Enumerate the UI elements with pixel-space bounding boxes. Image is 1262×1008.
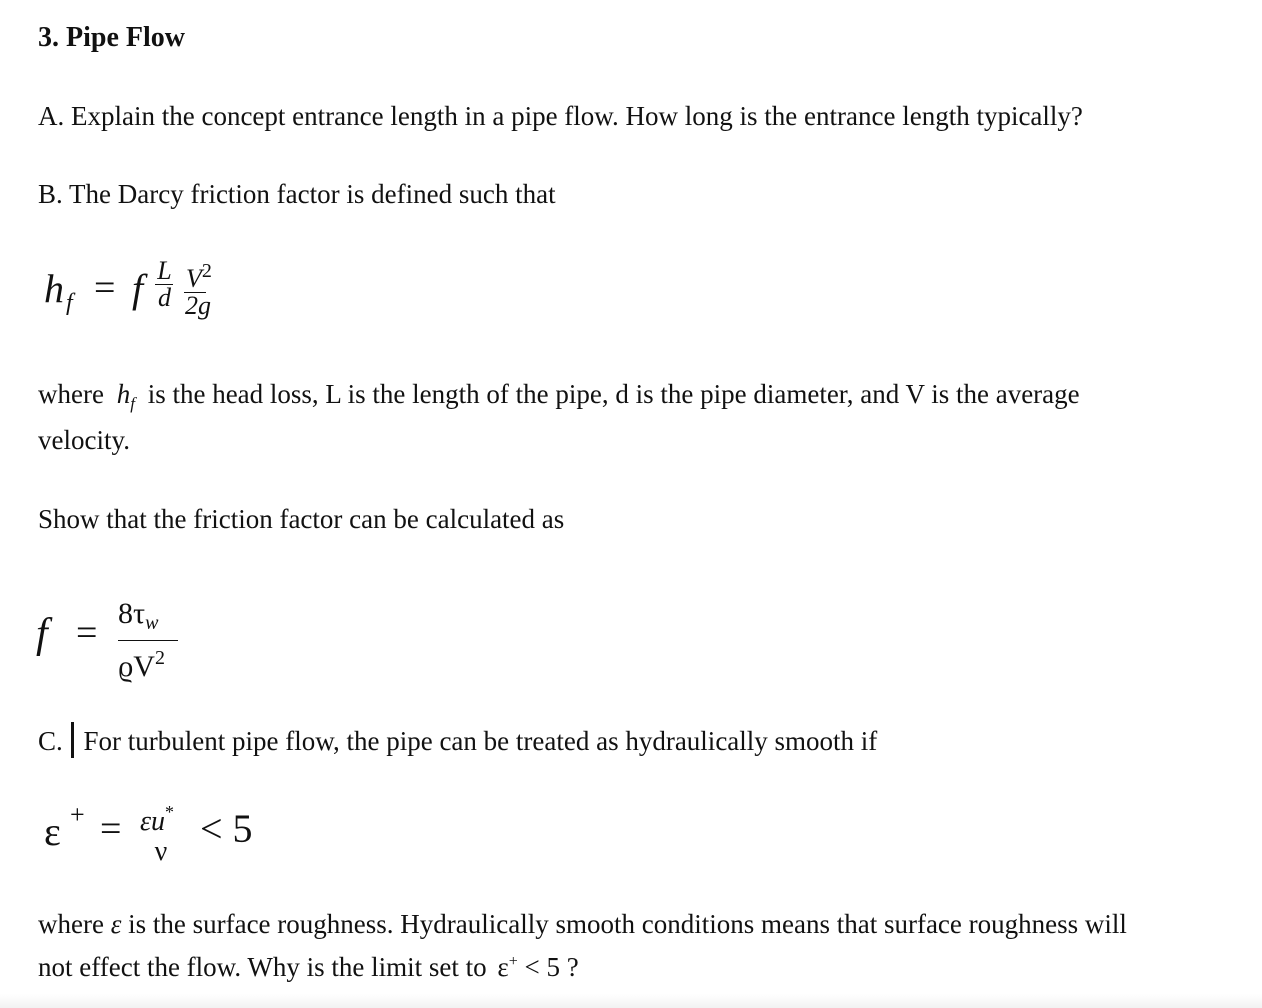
- eq1-2g: 2g: [184, 291, 211, 320]
- eq3-star: *: [165, 802, 175, 822]
- eq2-denominator: [118, 641, 178, 684]
- inline-h-subscript: f: [130, 394, 135, 413]
- eq1-V: V: [186, 264, 202, 293]
- page-bottom-edge: [0, 994, 1262, 1008]
- where-line-2: velocity.: [38, 425, 130, 455]
- why-limit-text: not effect the flow. Why is the limit set to: [38, 952, 487, 982]
- section-title: 3. Pipe Flow: [38, 22, 185, 53]
- where-roughness-label: where: [38, 909, 104, 939]
- eq3-fraction: [140, 797, 182, 867]
- inline-h: h: [116, 379, 131, 409]
- eq3-less-than-five: < 5: [200, 806, 253, 851]
- part-c-prefix: C.: [38, 726, 63, 756]
- inline-epsilon-2: ε: [497, 952, 509, 982]
- where-roughness-line: [38, 908, 1127, 940]
- eq2-w-subscript: w: [145, 612, 159, 634]
- eq2-numerator: [118, 597, 178, 640]
- eq3-plus-superscript: +: [70, 800, 85, 829]
- eq1-f: f: [132, 266, 144, 311]
- eq2-equals: =: [76, 612, 98, 654]
- eq2-exponent: 2: [154, 647, 165, 669]
- part-a-question: A. Explain the concept entrance length in a pipe flow. How long is the entrance length typically?: [38, 101, 1083, 131]
- inline-plus: +: [508, 953, 518, 970]
- part-c-text: For turbulent pipe flow, the pipe can be treated as hydraulically smooth if: [83, 726, 878, 756]
- eq1-h: h: [44, 266, 64, 311]
- where-head-loss-line: [38, 378, 1080, 420]
- eq3-epsilon: ε: [44, 809, 61, 854]
- eq3-eps-u: εu: [140, 806, 166, 837]
- part-b-intro: B. The Darcy friction factor is defined such that: [38, 179, 556, 209]
- eq3-nu: ν: [154, 836, 168, 867]
- eq1-equals: =: [94, 267, 116, 309]
- eq1-fraction-v2-over-2g: [184, 258, 212, 319]
- text-cursor: [71, 722, 74, 758]
- inline-epsilon: ε: [110, 909, 122, 939]
- where-description: is the head loss, L is the length of the pipe, d is the pipe diameter, and V is the average: [147, 379, 1080, 409]
- where-roughness-description: is the surface roughness. Hydraulically smooth conditions means that surface roughness will: [128, 909, 1127, 939]
- why-limit-end: < 5 ?: [524, 952, 579, 982]
- why-limit-line: [38, 946, 579, 983]
- inline-epsilon-plus: [497, 952, 517, 982]
- eq3-numerator: [140, 797, 182, 837]
- eq2-8tau: 8τ: [118, 597, 146, 630]
- eq1-exponent: 2: [201, 260, 212, 282]
- eq1-d: d: [158, 283, 171, 312]
- part-c-line: [38, 725, 877, 757]
- eq1-L: L: [157, 256, 172, 285]
- eq2-f: f: [36, 611, 48, 657]
- eq1-h-subscript: f: [66, 290, 73, 316]
- eq1-numerator: [184, 258, 212, 292]
- eq3-equals: =: [100, 808, 122, 850]
- where-label: where: [38, 379, 104, 409]
- eq2-fraction: [118, 597, 178, 684]
- eq1-fraction-l-over-d: [156, 258, 173, 311]
- eq2-rho-v: ϱV: [118, 650, 155, 683]
- show-that-line: Show that the friction factor can be calculated as: [38, 504, 565, 534]
